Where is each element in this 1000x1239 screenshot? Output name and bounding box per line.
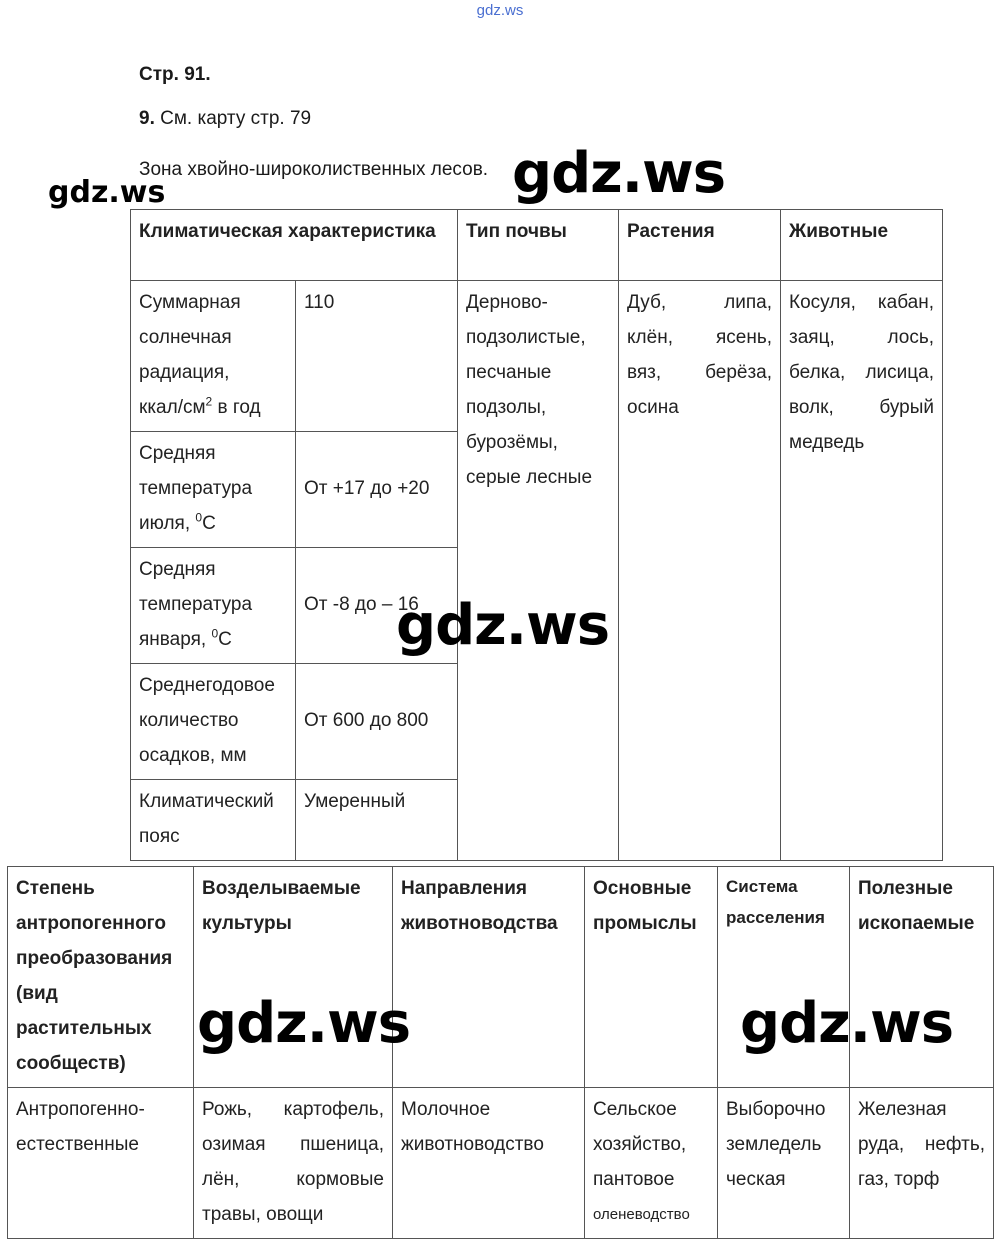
plants-line: осина	[627, 397, 679, 418]
cell-minerals: Железная руда, нефть, газ, торф	[850, 1088, 994, 1239]
label-line: осадков, мм	[139, 745, 247, 766]
climate-table	[130, 209, 943, 861]
label-line: количество	[139, 710, 239, 731]
animals-line: волк, бурый	[789, 397, 935, 418]
climate-table-header-row	[131, 210, 943, 281]
header-livestock: Направления животноводства	[393, 867, 585, 1088]
label-unit: января, $^0$С	[139, 626, 232, 650]
row-value: От -8 до – 16	[296, 548, 458, 664]
label-line: радиация,	[139, 362, 230, 383]
task-text: См. карту стр. 79	[160, 108, 312, 129]
cell-livestock: Молочное животноводство	[393, 1088, 585, 1239]
cell-trades: Сельское хозяйство, пантовое оленеводство	[585, 1088, 718, 1239]
watermark-4: gdz.ws	[197, 991, 411, 1056]
plants-cell	[619, 281, 781, 861]
soil-line: подзолы,	[466, 397, 547, 418]
header-minerals: Полезные ископаемые	[850, 867, 994, 1088]
task-line	[139, 108, 311, 130]
header-trades: Основные промыслы	[585, 867, 718, 1088]
plants-line: вяз, берёза,	[627, 362, 773, 383]
row-value: Умеренный	[296, 780, 458, 861]
cell-anthropogenic: Антропогенно- естественные	[8, 1088, 194, 1239]
row-value: От 600 до 800	[296, 664, 458, 780]
soil-line: серые лесные	[466, 467, 593, 488]
watermark-1: gdz.ws	[512, 141, 726, 206]
label-line: Климатический	[139, 791, 274, 812]
zone-title: Зона хвойно-широколиственных лесов.	[139, 159, 489, 180]
header-soil: Тип почвы	[458, 210, 619, 281]
animals-cell	[781, 281, 943, 861]
plants-line: клён, ясень,	[627, 327, 773, 348]
table-row	[8, 1088, 994, 1239]
animals-line: заяц, лось,	[789, 327, 935, 348]
soil-line: Дерново-	[466, 292, 548, 313]
row-label	[131, 780, 296, 861]
label-line: пояс	[139, 826, 180, 847]
row-label	[131, 281, 296, 432]
header-animals: Животные	[781, 210, 943, 281]
label-line: солнечная	[139, 327, 232, 348]
header-crops: Возделываемые культуры	[194, 867, 393, 1088]
soil-line: подзолистые,	[466, 327, 586, 348]
header-settlement: Система расселения	[718, 867, 850, 1088]
animals-line: медведь	[789, 432, 865, 453]
row-label	[131, 548, 296, 664]
label-unit: ккал/$см^2$ в год	[139, 394, 261, 418]
watermark-3: gdz.ws	[396, 593, 610, 658]
header-plants: Растения	[619, 210, 781, 281]
soil-cell	[458, 281, 619, 861]
soil-line: бурозёмы,	[466, 432, 558, 453]
label-line: Средняя	[139, 443, 216, 464]
row-label	[131, 664, 296, 780]
animals-line: белка, лисица,	[789, 362, 935, 383]
plants-line: Дуб, липа,	[627, 292, 773, 313]
label-unit: июля, $^0$С	[139, 510, 216, 534]
label-line: Среднегодовое	[139, 675, 275, 696]
header-anthropogenic: Степень антропогенного преобразования (вид растительных сообществ)	[8, 867, 194, 1088]
page-reference: Стр. 91.	[139, 64, 211, 85]
row-value: 110	[296, 281, 458, 432]
task-number: 9.	[139, 108, 155, 129]
table-row	[131, 281, 943, 432]
animals-line: Косуля, кабан,	[789, 292, 935, 313]
row-label	[131, 432, 296, 548]
header-climate: Климатическая характеристика	[131, 210, 458, 281]
row-value: От +17 до +20	[296, 432, 458, 548]
watermark-5: gdz.ws	[740, 991, 954, 1056]
label-line: Средняя	[139, 559, 216, 580]
label-line: температура	[139, 594, 253, 615]
cell-settlement: Выборочно земледель ческая	[718, 1088, 850, 1239]
label-line: Суммарная	[139, 292, 241, 313]
watermark-2: gdz.ws	[48, 175, 166, 210]
cell-crops: Рожь, картофель, озимая пшеница, лён, кормовые травы, овощи	[194, 1088, 393, 1239]
label-line: температура	[139, 478, 253, 499]
soil-line: песчаные	[466, 362, 552, 383]
top-watermark: gdz.ws	[476, 2, 524, 19]
